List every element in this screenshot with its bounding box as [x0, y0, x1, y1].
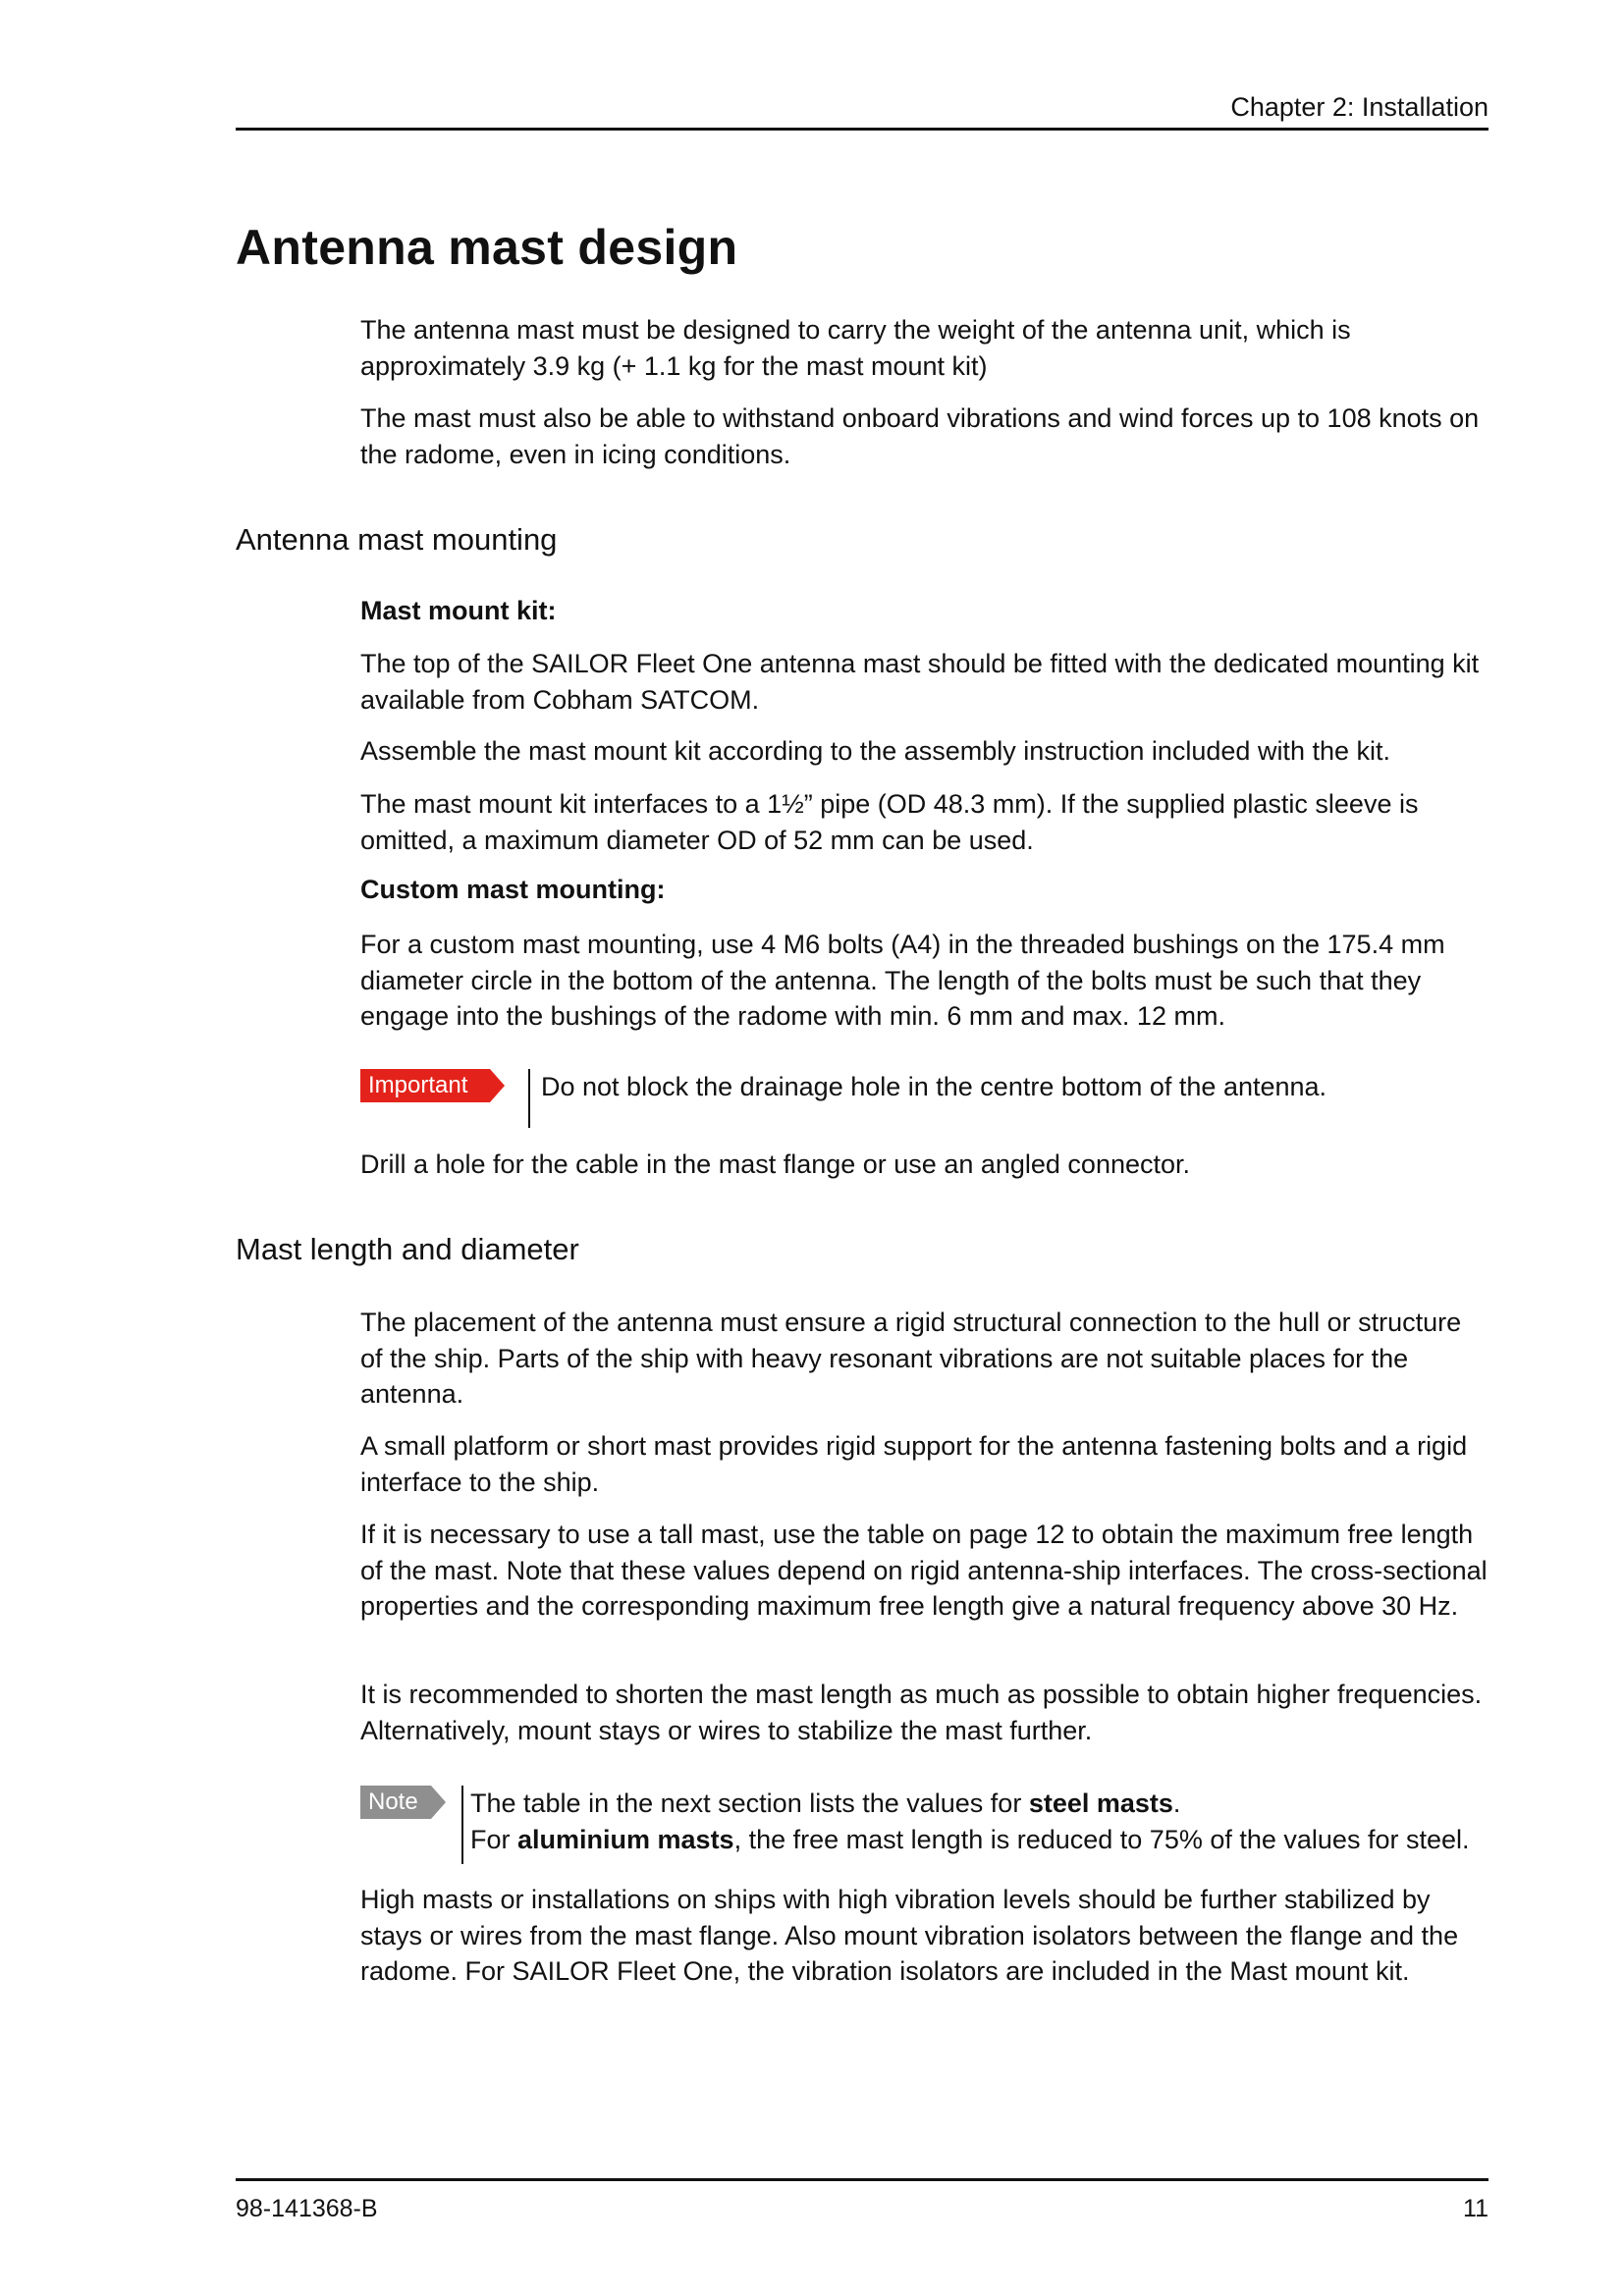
- note-emphasis-steel: steel masts: [1028, 1789, 1173, 1818]
- length-text-2: A small platform or short mast provides rigid support for the antenna fastening bolts and a rigid interface to the ship.: [360, 1431, 1468, 1497]
- length-text-4: It is recommended to shorten the mast length as much as possible to obtain higher frequencies. Alternatively, mount stays or wires to stabilize the mast further.: [360, 1680, 1483, 1745]
- note-tag: Note: [360, 1786, 431, 1819]
- mm-text-2: Assemble the mast mount kit according to the assembly instruction included with the kit.: [360, 736, 1390, 766]
- mast-mount-paragraph-1: [360, 646, 1489, 718]
- note-line-1-text: The table in the next section lists the values for: [470, 1789, 1029, 1818]
- length-paragraph-2: [360, 1428, 1489, 1500]
- length-paragraph-1: [360, 1305, 1489, 1413]
- note-text: [470, 1786, 1470, 1857]
- length-text-3: If it is necessary to use a tall mast, use the table on page 12 to obtain the maximum free length of the mast. Note that these values depend on rigid antenna-ship interfaces. The cross-sectional properties and the corresponding maximum free length give a natural frequency above 30 Hz.: [360, 1520, 1488, 1621]
- page-title: Antenna mast design: [236, 220, 738, 275]
- note-callout: [360, 1786, 1499, 1864]
- intro-paragraph-1: [360, 312, 1489, 384]
- cm-text-1: For a custom mast mounting, use 4 M6 bolts (A4) in the threaded bushings on the 175.4 mm diameter circle in the bottom of the antenna. The length of the bolts must be such that they engage into the bushings of the radome with min. 6 mm and max. 12 mm.: [360, 930, 1445, 1031]
- custom-mount-paragraph-1: [360, 927, 1489, 1035]
- header-rule: [236, 128, 1489, 131]
- custom-mount-paragraph-2: [360, 1147, 1489, 1183]
- mast-mount-paragraph-3: [360, 786, 1489, 858]
- length-text-1: The placement of the antenna must ensure a rigid structural connection to the hull or structure of the ship. Parts of the ship with heavy resonant vibrations are not suitable places for the antenna.: [360, 1308, 1462, 1409]
- mm-text-1: The top of the SAILOR Fleet One antenna mast should be fitted with the dedicated mounting kit available from Cobham SATCOM.: [360, 649, 1480, 715]
- document-number: 98-141368-B: [236, 2195, 378, 2222]
- mast-mount-paragraph-2: [360, 733, 1489, 770]
- important-tag: Important: [360, 1069, 490, 1102]
- mast-mount-kit-label: Mast mount kit:: [360, 596, 557, 625]
- intro-text-2: The mast must also be able to withstand onboard vibrations and wind forces up to 108 knots on the radome, even in icing conditions.: [360, 403, 1480, 469]
- section-heading-mounting: Antenna mast mounting: [236, 522, 558, 557]
- section-heading-length: Mast length and diameter: [236, 1232, 579, 1266]
- cm-text-2: Drill a hole for the cable in the mast flange or use an angled connector.: [360, 1149, 1191, 1179]
- chapter-header: Chapter 2: Installation: [1230, 92, 1489, 122]
- note-line-1-end: .: [1172, 1789, 1181, 1818]
- intro-paragraph-2: [360, 400, 1489, 472]
- note-line-2-text: For: [470, 1824, 518, 1854]
- intro-text-1: The antenna mast must be designed to carry the weight of the antenna unit, which is approximately 3.9 kg (+ 1.1 kg for the mast mount kit): [360, 315, 1351, 381]
- important-text: [541, 1069, 1326, 1105]
- important-callout: [360, 1069, 1499, 1130]
- length-paragraph-3: [360, 1517, 1489, 1625]
- important-message: Do not block the drainage hole in the centre bottom of the antenna.: [541, 1072, 1327, 1101]
- note-line-2: [470, 1822, 1470, 1858]
- footer-rule: [236, 2178, 1489, 2181]
- mm-text-3: The mast mount kit interfaces to a 1½” pipe (OD 48.3 mm). If the supplied plastic sleeve is omitted, a maximum diameter OD of 52 mm can be used.: [360, 789, 1419, 855]
- note-emphasis-aluminium: aluminium masts: [517, 1824, 734, 1854]
- callout-divider: [461, 1786, 463, 1864]
- length-text-5: High masts or installations on ships with high vibration levels should be further stabilized by stays or wires from the mast flange. Also mount vibration isolators between the flange and the radome. For SAILOR Fleet One, the vibration isolators are included in the Mast mount kit.: [360, 1885, 1459, 1986]
- page-number: 11: [1463, 2195, 1489, 2222]
- custom-mast-label: Custom mast mounting:: [360, 875, 666, 904]
- callout-divider: [528, 1069, 530, 1128]
- note-line-2-end: , the free mast length is reduced to 75% of the values for steel.: [733, 1824, 1470, 1854]
- length-paragraph-5: [360, 1882, 1489, 1990]
- note-line-1: [470, 1786, 1470, 1822]
- length-paragraph-4: [360, 1677, 1489, 1748]
